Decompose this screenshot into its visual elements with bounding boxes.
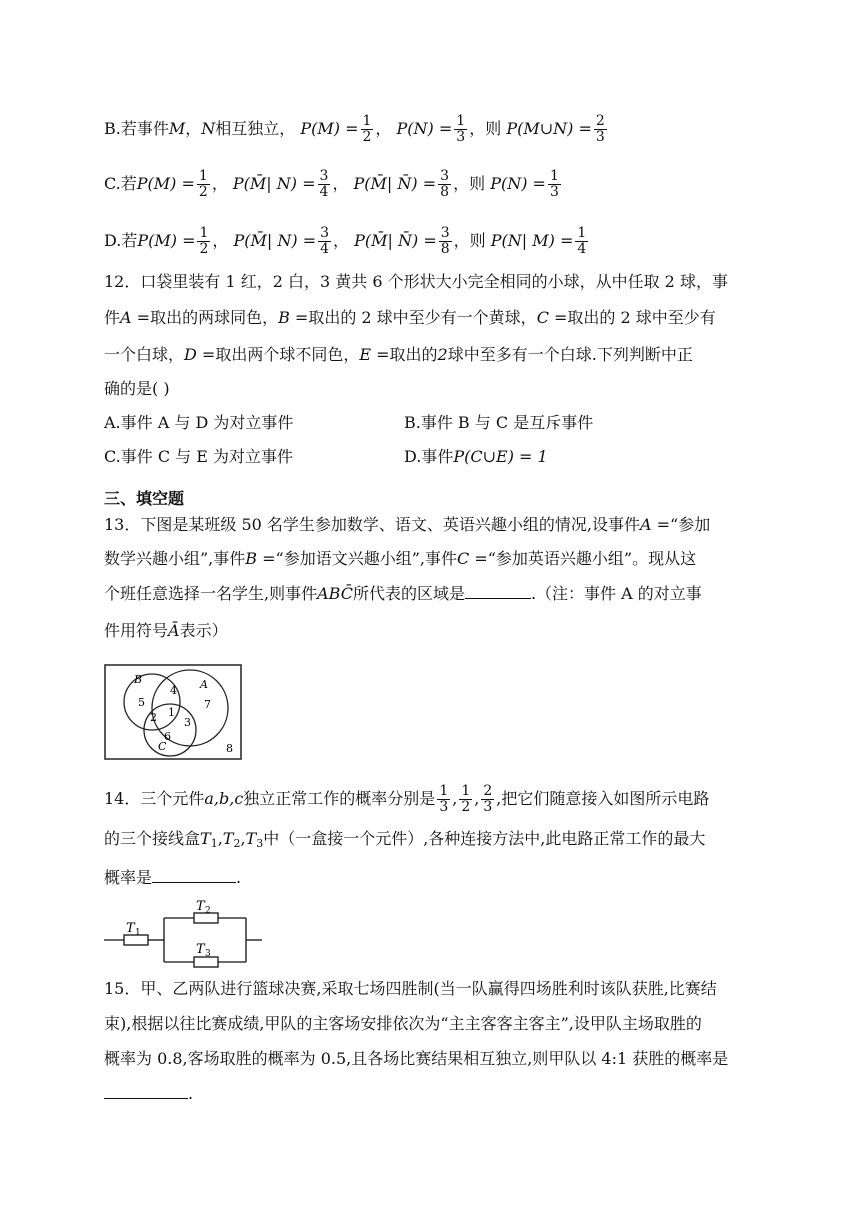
q11d-p3-frac [439,226,452,257]
venn-num-outside: 8 [226,742,233,755]
q11d-then: 则 [469,231,486,250]
q11c-p2: P(M̄| N) = [232,174,316,193]
frac-den: 3 [483,799,493,815]
q11b-prefix: B.若事件 [104,119,169,138]
q13-event-b: B = [245,549,276,568]
frac-den: 2 [362,129,372,145]
q12-text: 件 [104,308,121,327]
frac-num: 3 [320,225,330,241]
q15-line-1: 15．甲、乙两队进行篮球决赛,采取七场四胜制(当一队赢得四场胜利时该队获胜,比赛结 [104,979,717,998]
venn-label-a: A [200,678,208,691]
q11c-pm: P(M) = [136,174,195,193]
q13-text: “参加 [670,515,711,534]
frac-num: 1 [549,168,559,184]
q13-text: 13．下图是某班级 50 名学生参加数学、语文、英语兴趣小组的情况,设事件 [104,515,640,534]
q13-text: 表示） [179,621,228,640]
circuit-label-t1-sub: 1 [135,928,141,938]
venn-num-c-only: 6 [164,730,171,743]
q14-frac-3 [481,784,494,815]
q11d-res-frac [575,226,588,257]
frac-den: 3 [456,129,466,145]
venn-num-ab: 4 [170,684,177,697]
q11b-pm-frac [361,114,374,145]
q14-text: 14．三个元件 [104,789,205,808]
q12-text: 球中至多有一个白球.下列判断中正 [447,345,693,364]
frac-den: 3 [439,799,449,815]
q12-event-e: E = [359,345,390,364]
circuit-label-t3: T [196,942,205,957]
q14-text: ,把它们随意接入如图所示电路 [496,789,710,808]
q12-option-d [404,446,548,468]
q11d-p3: P(M̄| N̄) = [354,231,437,250]
q13-text: “参加语文兴趣小组”,事件 [275,549,457,568]
q14-t3: T [245,829,257,848]
q13-abar: Ā [168,621,180,640]
section-title-fill-in: 三、填空题 [104,489,185,508]
q15-answer-blank[interactable] [104,1082,188,1099]
q11c-p3: P(M̄| N̄) = [353,174,437,193]
frac-den: 8 [440,241,450,257]
q13-line-3 [104,582,702,605]
q11d-pm: P(M) = [137,231,196,250]
q14-t1: T [200,829,211,848]
q13-answer-blank[interactable] [465,582,531,599]
q12-text: 取出的两球同色， [150,308,279,327]
circuit-diagram [104,892,264,970]
q14-text: 概率是 [104,868,153,887]
q14-abc: a,b,c [204,789,244,808]
q11-option-d: D.若P(M) = $\frac{1}{2}$ ， P(M̄| N) = $\frac{3}{4}$ ， P(M̄| N̄) = $\frac{3}{8}$ ，则 P(N| M) = $\frac{1}{4}$ [104,225,587,257]
q14-line-3 [104,866,241,889]
q11b-pn: P(N) = [396,119,453,138]
q11b-mid: 相互独立， [215,119,296,138]
q11c-p2-frac [318,169,331,200]
q13-text: 个班任意选择一名学生,则事件 [104,584,318,603]
q14-frac-2 [459,784,472,815]
venn-num-a-only: 7 [204,698,211,711]
q11c-prefix: C.若 [104,174,137,193]
q11c-res-frac [548,169,561,200]
venn-label-c: C [158,740,167,753]
frac-num: 2 [595,113,605,129]
q11b-pn-frac [454,114,467,145]
q11c-p3-frac [438,169,451,200]
q13-line-4 [104,620,228,642]
q13-event-c: C = [456,549,488,568]
q15-line-3: 概率为 0.8,客场取胜的概率为 0.5,且各场比赛结果相互独立,则甲队以 4:1 获胜的概率是 [104,1049,729,1068]
q12-event-a: A = [120,308,151,327]
circuit-label-t1: T [126,921,135,936]
q12-option-c: C.事件 C 与 E 为对立事件 [104,447,294,466]
frac-den: 2 [461,799,471,815]
q14-text: . [236,868,242,887]
q11d-p2-frac [318,226,331,257]
q12-text: 一个白球， [104,345,185,364]
q12-two: 2 [437,345,448,364]
q12-text: 取出两个球不同色， [215,345,360,364]
q11c-res: P(N) = [490,174,546,193]
venn-num-ac: 3 [184,716,191,729]
frac-num: 1 [199,225,209,241]
frac-num: 3 [319,168,329,184]
q13-text: 件用符号 [104,621,169,640]
var-n: N [201,119,216,138]
frac-den: 4 [320,241,330,257]
frac-den: 3 [549,184,559,200]
frac-num: 2 [483,783,493,799]
q11c-pm-frac [197,169,210,200]
q15-line-2: 束),根据以往比赛成绩,甲队的主客场安排依次为“主主客客主客主”,设甲队主场取胜的 [104,1014,702,1033]
circuit-label-t3-sub: 3 [205,949,211,959]
venn-num-bc: 2 [150,711,157,724]
venn-label-b: B [134,673,143,686]
venn-num-abc: 1 [168,706,175,719]
q13-text: .（注：事件 A 的对立事 [530,584,702,603]
q12-event-b: B = [278,308,309,327]
q11b-then: 则 [485,119,502,138]
q12-event-d: D = [184,345,216,364]
q12-text: 取出的 [389,345,438,364]
q15-line-4 [104,1082,193,1105]
q12-event-c: C = [536,308,568,327]
q13-text: 数学兴趣小组”,事件 [104,549,246,568]
var-m: M [168,119,186,138]
frac-num: 1 [362,113,372,129]
venn-diagram [104,664,242,760]
frac-num: 1 [577,225,587,241]
frac-num: 3 [440,168,450,184]
q12-option-b: B.事件 B 与 C 是互斥事件 [404,413,594,432]
q14-text: 中（一盒接一个元件）,各种连接方法中,此电路正常工作的最大 [263,829,706,848]
q11-option-c: C.若P(M) = $\frac{1}{2}$ ， P(M̄| N) = $\frac{3}{4}$ ， P(M̄| N̄) = $\frac{3}{8}$ ，则 P(N) = $\frac{1}{3}$ [104,168,559,200]
q11c-then: 则 [469,174,486,193]
frac-num: 1 [456,113,466,129]
q14-text: 的三个接线盒 [104,829,201,848]
q14-t2: T [222,829,234,848]
q12-optd-expr: P(C∪E) = 1 [453,447,548,466]
frac-num: 1 [198,168,208,184]
q11-option-b: B.若事件M，N相互独立， P(M) = $\frac{1}{2}$ ， P(N) = $\frac{1}{3}$ ，则 P(M∪N) = $\frac{2}{3}$ [104,113,605,145]
q11d-p2: P(M̄| N) = [233,231,317,250]
q13-text: “参加英语兴趣小组”。现从这 [487,549,697,568]
q12-line-1: 12．口袋里装有 1 红，2 白，3 黄共 6 个形状大小完全相同的小球，从中任取 2 球，事 [104,272,728,291]
q11b-pmn-frac [594,114,607,145]
q14-text: 独立正常工作的概率分别是 [243,789,436,808]
q14-line-2: 的三个接线盒$T_1,T_2,T_3$中（一盒接一个元件）,各种连接方法中,此电路正常工作的最大 [104,829,706,850]
frac-den: 3 [595,129,605,145]
q11b-pm: P(M) = [300,119,359,138]
q12-line-4: 确的是( ) [104,379,170,398]
q14-t1-sub: 1 [210,837,218,850]
q11d-prefix: D.若 [104,231,138,250]
frac-den: 4 [577,241,587,257]
q13-line-1 [104,514,710,536]
q14-answer-blank[interactable] [152,866,236,883]
q14-frac-1 [437,784,450,815]
frac-num: 1 [439,783,449,799]
q15-text: . [188,1084,194,1103]
q13-text: 所代表的区域是 [352,584,465,603]
q13-event-a: A = [639,515,671,534]
q12-option-a: A.事件 A 与 D 为对立事件 [104,413,294,432]
q12-line-3 [104,344,693,366]
q13-event-expr: ABC̄ [317,584,353,603]
circuit-label-t2-sub: 2 [205,906,211,916]
frac-den: 8 [440,184,450,200]
frac-num: 1 [461,783,471,799]
q14-t3-sub: 3 [256,837,264,850]
q14-t2-sub: 2 [233,837,241,850]
q11b-pmn: P(M∪N) = [506,119,592,138]
venn-num-b-only: 5 [138,696,145,709]
q11d-pm-frac [197,226,210,257]
q14-line-1: 14．三个元件a,b,c独立正常工作的概率分别是 $\frac{1}{3}$ , $\frac{1}{2}$ , $\frac{2}{3}$ ,把它们随意接入如图所示电路 [104,783,710,815]
q12-line-2 [104,307,716,329]
q12-optd-prefix: D.事件 [404,447,454,466]
circuit-label-t2: T [196,899,205,914]
frac-den: 2 [199,241,209,257]
frac-den: 2 [198,184,208,200]
q11d-res: P(N| M) = [490,231,574,250]
frac-num: 3 [440,225,450,241]
q13-line-2 [104,548,696,570]
q12-text: 取出的 2 球中至少有 [567,308,716,327]
frac-den: 4 [319,184,329,200]
q12-text: 取出的 2 球中至少有一个黄球， [308,308,537,327]
